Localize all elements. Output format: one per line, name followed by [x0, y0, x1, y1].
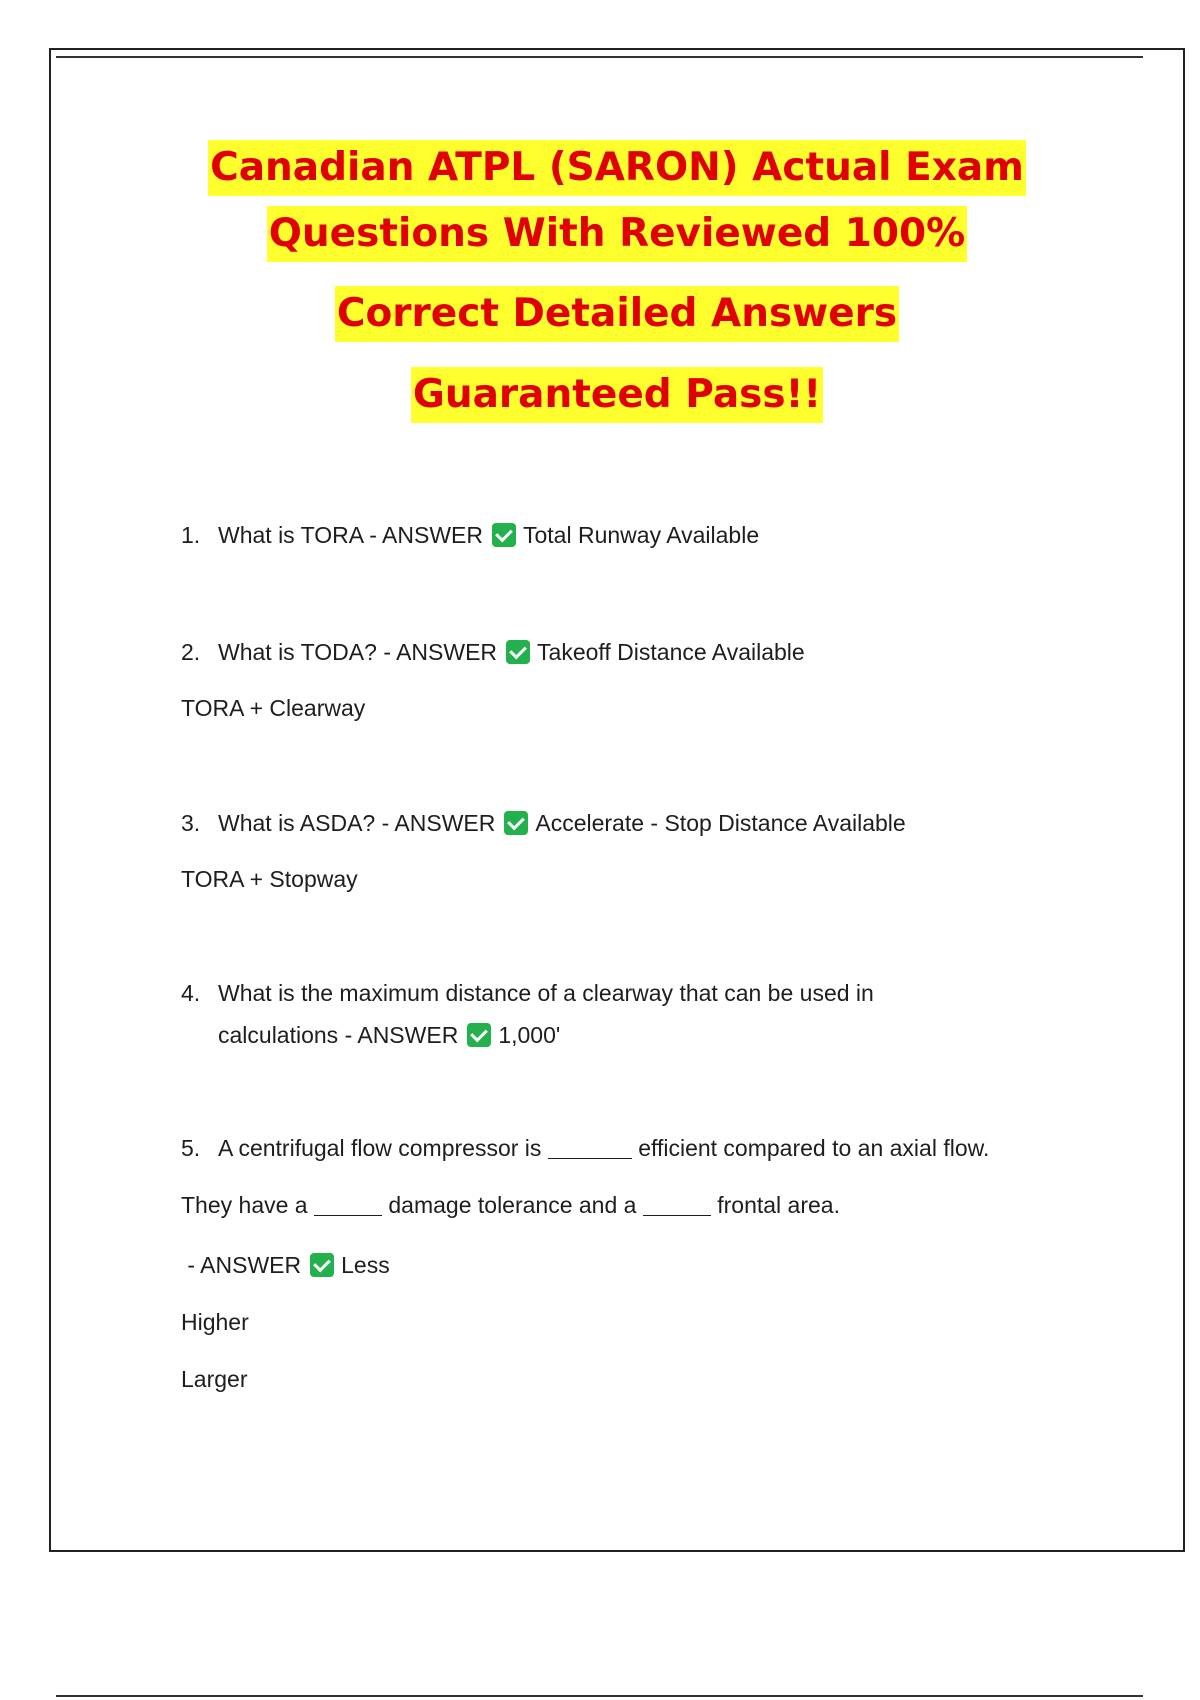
question-number: 2. [181, 639, 201, 665]
line2-part-1: They have a [181, 1192, 308, 1218]
question-text-line-2: calculations - [218, 1022, 358, 1048]
document-title [49, 140, 1185, 431]
question-text: What is ASDA? - [218, 810, 395, 836]
answer-prefix: - [181, 1252, 201, 1278]
answer-label: ANSWER [396, 639, 498, 665]
question-5-line-2 [181, 1190, 840, 1220]
question-5-answer [181, 1250, 390, 1280]
answer-text: Takeoff Distance Available [537, 639, 805, 665]
check-icon [310, 1253, 334, 1277]
line2-part-2: damage tolerance and a [388, 1192, 637, 1218]
check-icon [492, 523, 516, 547]
answer-extra-5-1: Higher [181, 1309, 249, 1335]
title-line-1: Canadian ATPL (SARON) Actual Exam [208, 140, 1026, 196]
title-line-2: Questions With Reviewed 100% [267, 206, 968, 262]
check-icon [467, 1023, 491, 1047]
answer-text: Less [341, 1252, 390, 1278]
question-5 [181, 1133, 989, 1163]
answer-label: ANSWER [394, 810, 496, 836]
title-line-4: Guaranteed Pass!! [411, 367, 823, 423]
answer-text: Accelerate - Stop Distance Available [535, 810, 906, 836]
question-number: 4. [181, 980, 201, 1006]
question-text: What is TORA - [218, 522, 383, 548]
answer-extra-5-2: Larger [181, 1366, 248, 1392]
check-icon [504, 811, 528, 835]
answer-label: ANSWER [357, 1022, 459, 1048]
question-1 [181, 520, 759, 550]
question-text-part-1: A centrifugal flow compressor is [218, 1135, 542, 1161]
answer-text: 1,000' [498, 1022, 561, 1048]
line2-part-3: frontal area. [717, 1192, 840, 1218]
fill-in-blank [548, 1136, 632, 1159]
answer-label: ANSWER [382, 522, 483, 548]
question-text: What is TODA? - [218, 639, 397, 665]
answer-extra-2: TORA + Clearway [181, 695, 366, 721]
fill-in-blank [314, 1193, 382, 1216]
question-2 [181, 637, 805, 667]
title-line-3: Correct Detailed Answers [335, 286, 899, 342]
question-4 [181, 978, 874, 1008]
question-text-line-1: What is the maximum distance of a clearway that can be used in [218, 980, 874, 1006]
check-icon [506, 640, 530, 664]
answer-extra-3: TORA + Stopway [181, 866, 358, 892]
bottom-rule [56, 1695, 1143, 1697]
answer-label: ANSWER [200, 1252, 302, 1278]
answer-text: Total Runway Available [523, 522, 760, 548]
question-number: 1. [181, 522, 201, 548]
fill-in-blank [643, 1193, 711, 1216]
top-rule [56, 56, 1143, 58]
question-number: 3. [181, 810, 201, 836]
question-text-part-2: efficient compared to an axial flow. [638, 1135, 990, 1161]
question-number: 5. [181, 1135, 201, 1161]
question-3 [181, 808, 906, 838]
question-4-continued [181, 1020, 560, 1050]
